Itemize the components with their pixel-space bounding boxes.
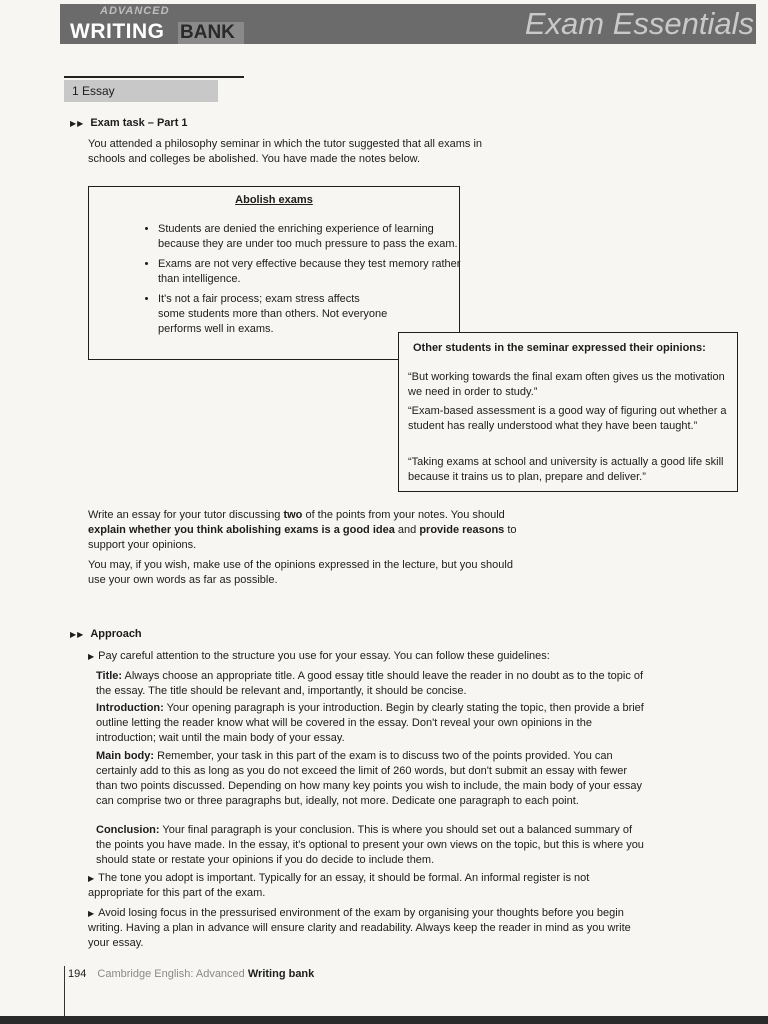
double-arrow-icon: ▶▶ (70, 630, 85, 639)
writing-label: WRITING (70, 20, 165, 43)
guideline-introduction: Introduction: Your opening paragraph is your introduction. Begin by clearly stating the topic, then provide a brief outline letting the reader know what will be covered in the essay. Don't reveal your own opinions in the introduction; wait until the main body of your essay. (96, 702, 644, 744)
guideline-conclusion: Conclusion: Your final paragraph is your conclusion. This is where you should set out a balanced summary of the points you have made. In the essay, it's optional to present your own views on the topic, but this is where you should state or restate your opinions if you do decide to include them. (96, 824, 644, 866)
triangle-bullet-icon: ▶ (88, 909, 95, 918)
approach-point: ▶ Avoid losing focus in the pressurised environment of the exam by organising your thoughts before you begin writing. Having a plan in advance will ensure clarity and readability. Always keep the reader in mind as you write your essay. (88, 907, 631, 949)
guideline-main-body: Main body: Remember, your task in this part of the exam is to discuss two of the points provided. You can certainly add to this as long as you do not exceed the limit of 260 words, but don't submit an essay with fewer than two points discussed. Depending on how many key points you wish to include, the main body of your essay can comprise two or three paragraphs but, ideally, not more. Dedicate one paragraph to each point. (96, 750, 643, 807)
page-bottom-edge (0, 1016, 768, 1024)
series-label: ADVANCED (100, 5, 170, 17)
double-arrow-icon: ▶▶ (70, 119, 85, 128)
approach-point: ▶ The tone you adopt is important. Typically for an essay, it should be formal. An informal register is not appropriate for this part of the exam. (88, 872, 590, 899)
notes-bullet: • Exams are not very effective because they test memory rather than intelligence. (158, 257, 470, 287)
page-number: 194 (68, 968, 87, 980)
triangle-bullet-icon: ▶ (88, 874, 95, 883)
opinion-quote: “Exam-based assessment is a good way of figuring out whether a student has really understood what they have been taught.” (408, 405, 727, 432)
intro-line-2: schools and colleges be abolished. You have made the notes below. (88, 153, 421, 165)
bank-label: BANK (180, 22, 235, 43)
notes-list (142, 222, 470, 342)
instruction-p2-line-2: use your own words as far as possible. (88, 574, 278, 586)
exam-essentials-title: Exam Essentials (524, 6, 754, 41)
section-name: Writing bank (247, 968, 315, 980)
page-footer (68, 968, 314, 980)
instruction-paragraph: Write an essay for your tutor discussing two of the points from your notes. You should explain whether you think abolishing exams is a good idea and provide reasons to support your opinions. (88, 509, 517, 551)
notes-bullet: • It's not a fair process; exam stress affects some students more than others. Not everyone performs well in exams. (158, 292, 388, 337)
approach-point: ▶ Pay careful attention to the structure you use for your essay. You can follow these guidelines: (88, 650, 550, 662)
guideline-title: Title: Always choose an appropriate title. A good essay title should leave the reader in no doubt as to the topic of the essay. The title should be relevant and, importantly, it should be concise. (96, 670, 644, 697)
triangle-bullet-icon: ▶ (88, 652, 95, 661)
notes-bullet: • Students are denied the enriching experience of learning because they are under too much pressure to pass the exam. (158, 222, 470, 252)
approach-heading: ▶▶ Approach (70, 628, 142, 640)
exam-task-heading: ▶▶ Exam task – Part 1 (70, 117, 188, 129)
section-rule (64, 76, 244, 78)
opinions-box-title: Other students in the seminar expressed their opinions: (413, 342, 706, 354)
opinion-quote: “Taking exams at school and university is actually a good life skill because it trains us to plan, prepare and deliver.” (408, 456, 724, 483)
intro-line-1: You attended a philosophy seminar in which the tutor suggested that all exams in (88, 138, 483, 150)
instruction-p2-line-1: You may, if you wish, make use of the opinions expressed in the lecture, but you should (88, 559, 513, 571)
section-tab: 1 Essay (64, 80, 218, 102)
footer-rule (64, 966, 65, 1020)
opinion-quote: “But working towards the final exam often gives us the motivation we need in order to study.” (408, 371, 725, 398)
opinions-box (398, 332, 738, 492)
notes-box-title: Abolish exams (235, 194, 313, 206)
bank-label-box (178, 22, 244, 44)
book-title: Cambridge English: Advanced (97, 968, 245, 980)
